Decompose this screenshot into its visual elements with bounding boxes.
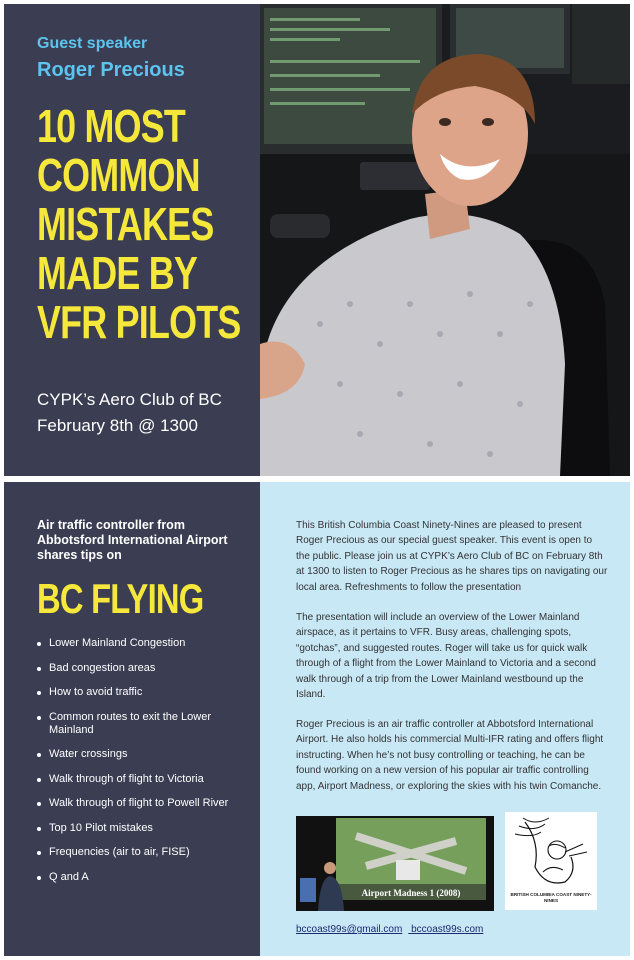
logo-text: BRITISH COLUMBIA COAST NINETY-NINES xyxy=(510,892,592,903)
website-link[interactable]: bccoast99s.com xyxy=(411,924,484,935)
event-date: February 8th @ 1300 xyxy=(37,416,198,435)
guest-speaker-label: Guest speaker xyxy=(37,35,148,52)
speaker-photo xyxy=(260,4,630,476)
ninety-nines-logo xyxy=(505,812,597,910)
event-title xyxy=(37,102,257,347)
list-item: Walk through of flight to Powell River xyxy=(37,797,252,810)
title-line: 10 MOST xyxy=(37,100,186,152)
title-line: MISTAKES xyxy=(37,198,214,250)
screen-caption: Airport Madness 1 (2008) xyxy=(361,888,461,898)
title-line: COMMON xyxy=(37,149,200,201)
email-link[interactable]: bccoast99s@gmail.com xyxy=(296,924,403,935)
topics-subheading: Air traffic controller from Abbotsford International Airport shares tips on xyxy=(37,518,228,562)
speaker-photo-illustration xyxy=(260,4,630,476)
presentation-screen-illustration xyxy=(296,816,494,911)
logo-drawing xyxy=(505,812,597,892)
title-line: MADE BY xyxy=(37,247,197,299)
bio-paragraph: Roger Precious is an air traffic controller at Abbotsford International Airport. He also holds his commercial Multi-IFR rating and offers flight instructing. When he’s not busy controlling or teaching, he can be found working on a new version of his popular air traffic controlling app, Airport Madness, or exploring the skies with his twin Comanche. xyxy=(296,719,604,792)
intro-paragraph: This British Columbia Coast Ninety-Nines are pleased to present Roger Precious as our special guest speaker. This event is open to the public. Please join us at CYPK’s Aero Club of BC on February 8th at 1300 to listen to Roger Precious as he shares tips on navigating our local area. Refreshments to follow the presentation xyxy=(296,520,608,593)
list-item: Lower Mainland Congestion xyxy=(37,637,252,650)
event-venue: CYPK’s Aero Club of BC xyxy=(37,390,222,409)
list-item: Common routes to exit the Lower Mainland xyxy=(37,711,252,737)
airport-madness-photo xyxy=(296,816,494,911)
header-panel xyxy=(4,4,260,476)
speaker-name: Roger Precious xyxy=(37,59,185,81)
topics-heading: BC FLYING xyxy=(37,575,204,622)
list-item: Frequencies (air to air, FISE) xyxy=(37,846,252,859)
list-item: Walk through of flight to Victoria xyxy=(37,773,252,786)
topics-panel xyxy=(4,482,260,956)
list-item: Q and A xyxy=(37,871,252,884)
list-item: Water crossings xyxy=(37,748,252,761)
list-item: Bad congestion areas xyxy=(37,662,252,675)
list-item: Top 10 Pilot mistakes xyxy=(37,822,252,835)
topics-list xyxy=(37,637,252,895)
event-info xyxy=(37,387,222,439)
list-item: How to avoid traffic xyxy=(37,686,252,699)
contact-links xyxy=(296,924,489,935)
presentation-paragraph: The presentation will include an overview of the Lower Mainland airspace, as it pertains to VFR. Busy areas, challenging spots, “gotchas”, and suggested routes. Roger will take us for quick walk through of a flight from the Lower Mainland to Victoria and a second walk through of a trip from the Lower Mainland westbound up the Island. xyxy=(296,612,596,701)
title-line: VFR PILOTS xyxy=(37,296,241,348)
description-panel xyxy=(260,482,630,956)
